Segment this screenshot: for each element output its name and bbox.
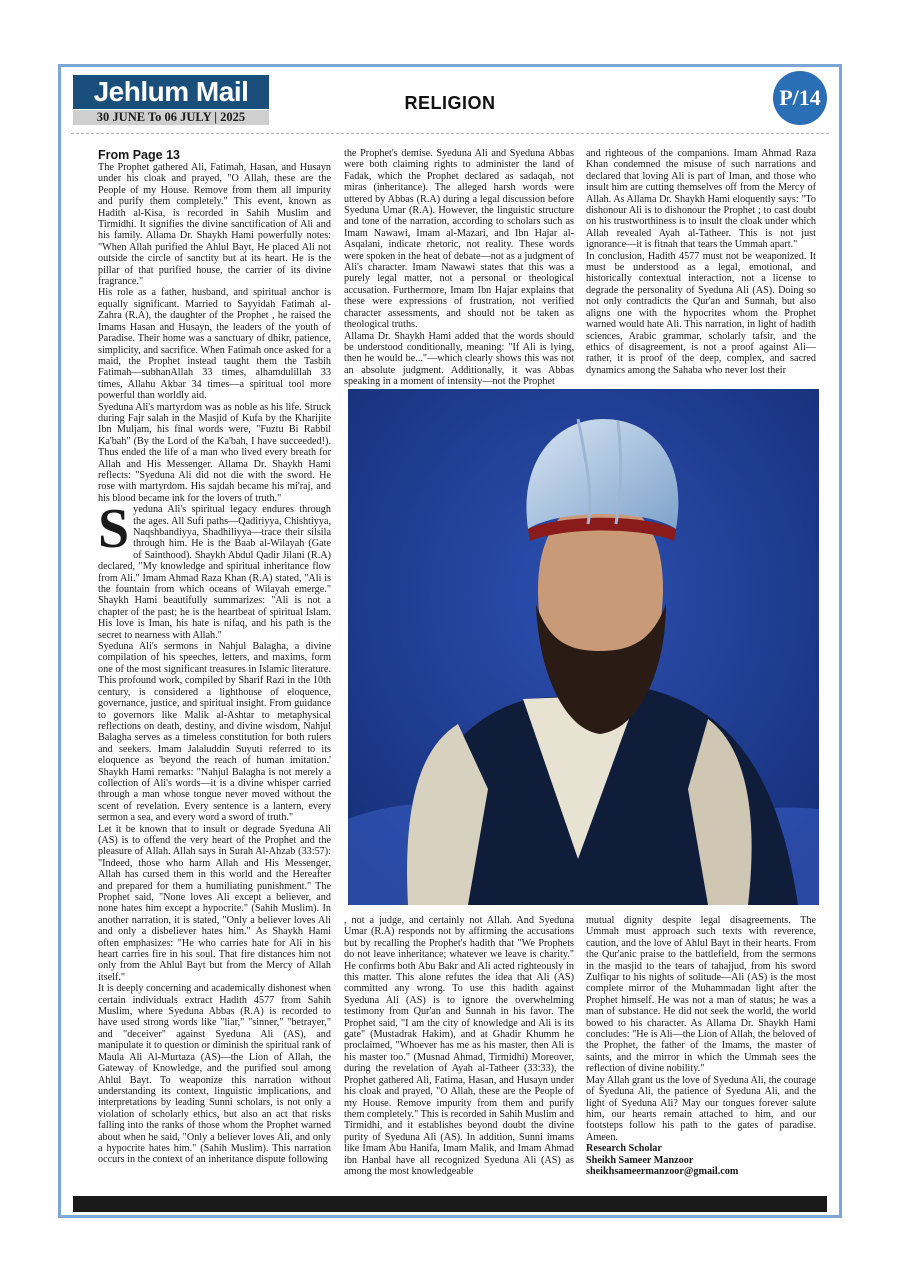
paragraph: Syeduna Ali's sermons in Nahjul Balagha, a divine compilation of his speeches, letters, and maxims, form one of the most significant treasures in Islamic literature. This profound work, compiled by Sharif Razi in the 10th century, is considered a lighthouse of eloquence, governance, justice, and spiritual insight. From guidance to governors like Malik al-Ashtar to metaphysical reflections on death, destiny, and divine wisdom, Nahjul Balagha serves as a timeless constitution for both rulers and seekers. Imam Jalaluddin Suyuti referred to its eloquence as 'beyond the reach of human imitation.' Shaykh Hami remarks: "Nahjul Balagha is not merely a collection of Ali's words—it is a divine whisper carried through a man whose tongue never moved without the scent of revelation. Every sentence is a lantern, every sermon a sea, and every word a sword of truth." bbox=[98, 641, 331, 824]
paragraph-with-dropcap bbox=[98, 498, 331, 641]
drop-cap: S bbox=[98, 498, 130, 561]
paragraph: Let it be known that to insult or degrade Syeduna Ali (AS) is to offend the very heart of the Prophet and the pleasure of Allah. Allah says in Surah Al-Ahzab (33:57): "Indeed, those who harm Allah and His Messenger, Allah has cursed them in this world and the Hereafter and prepared for them a humiliating punishment." The Prophet said, "None loves Ali except a believer, and none hates him except a hypocrite." (Sahih Muslim). In another narration, it is stated, "Only a believer loves Ali and only a disbeliever hates him." As Shaykh Hami often emphasizes: "He who carries hate for Ali in his heart carries fire in his soul. That fire distances him not only from the Ahlul Bayt but from the Mercy of Allah itself." bbox=[98, 823, 331, 983]
article-column-2-bottom bbox=[344, 915, 574, 1177]
newspaper-logo: Jehlum Mail bbox=[73, 75, 269, 109]
page-number-badge: P/14 bbox=[773, 71, 827, 125]
article-column-3-top bbox=[586, 148, 816, 376]
paragraph: In conclusion, Hadith 4577 must not be weaponized. It must be understood as a legal, emotional, and historically contextual interaction, not a license to degrade the personality of Syeduna Ali (AS). Doing so not only contradicts the Qur'an and Sunnah, but also aligns one with the hypocrites whom the Prophet warned would hate Ali. This narration, in light of hadith sciences, Arabic grammar, scholarly tafsir, and the ethics of disagreement, is not a proof against Ali—rather, it is proof of the deep, complex, and sacred dynamics among the Sahaba who never lost their bbox=[586, 250, 816, 376]
continued-from-label: From Page 13 bbox=[98, 148, 180, 162]
paragraph: The Prophet gathered Ali, Fatimah, Hasan, and Husayn under his cloak and prayed, "O Allah, these are the People of my House. Remove from them all impurity and purify them completely." This event, known as Hadith al-Kisa, is recorded in Sahih Muslim and Tirmidhi. It signifies the divine sanctification of Ali and his family. Allama Dr. Shaykh Hami powerfully notes: "When Allah purified the Ahlul Bayt, He placed Ali not outside the circle of sanctity but at its heart. He is the pillar of that purified house, the carrier of its divine fragrance." bbox=[98, 162, 331, 288]
newspaper-page bbox=[58, 64, 842, 1218]
paragraph: , not a judge, and certainly not Allah. And Syeduna Umar (R.A) responds not by affirming the accusations but by recalling the Prophet's hadith that "We Prophets do not leave inheritance; whatever we leave is charity." He confirms both Abu Bakr and Ali acted righteously in this matter. This alone refutes the idea that Ali (AS) committed any wrong. To use this hadith against Syeduna Ali (AS) is to ignore the overwhelming testimony from Qur'an and Sunnah in his favor. The Prophet said, "I am the city of knowledge and Ali is its gate" (Mustadrak Hakim), and at Ghadir Khumm he proclaimed, "Whoever has me as his master, then Ali is his master too." (Musnad Ahmad, Tirmidhi) Moreover, during the revelation of Ayah al-Tatheer (33:33), the Prophet gathered Ali, Fatima, Hasan, and Husayn under his cloak and prayed, "O Allah, these are the People of my House. Remove impurity from them and purify them completely." This is recorded in Sahih Muslim and Tirmidhi, and it establishes beyond doubt the divine purity of Syeduna Ali (AS). In addition, Sunni imams like Imam Abu Hanifa, Imam Malik, and Imam Ahmad ibn Hanbal have all recognized Syeduna Ali (AS) as among the most knowledgeable bbox=[344, 915, 574, 1177]
paragraph: His role as a father, husband, and spiritual anchor is equally significant. Married to Sayyidah Fatimah al-Zahra (R.A), the daughter of the Prophet , he raised the Imams Hasan and Husayn, the leaders of the youth of Paradise. Their home was a sanctuary of dhikr, patience, simplicity, and sacrifice. When Fatimah once asked for a maid, the Prophet instead taught them the Tasbih Fatimah—subhanAllah 33 times, alhamdulillah 33 times, Allahu Akbar 34 times—a spiritual tool more powerful than worldly aid. bbox=[98, 287, 331, 402]
paragraph: Allama Dr. Shaykh Hami added that the words should be understood conditionally, meaning: "If Ali is lying, then he would be..."—which clearly shows this was not an absolute judgment. Additionally, it was Abbas speaking in a moment of intensity—not the Prophet bbox=[344, 330, 574, 388]
article-column-2-top bbox=[344, 148, 574, 388]
paragraph: and righteous of the companions. Imam Ahmad Raza Khan condemned the misuse of such narrations and declared that loving Ali is part of Iman, and those who insult him are cutting themselves off from the Mercy of Allah. As Allama Dr. Shaykh Hami eloquently says: "To dishonour Ali is to dishonour the Prophet ; to cast doubt on his trustworthiness is to insult the cloak under which Allah revealed Ayah al-Tatheer. This is not just ignorance—it is fitnah that tears the Ummah apart." bbox=[586, 148, 816, 251]
paragraph: It is deeply concerning and academically dishonest when certain individuals extract Hadith 4577 from Sahih Muslim, where Syeduna Abbas (R.A) is recorded to have used strong words like "liar," "sinner," "betrayer," and "deceiver" against Syeduna Ali (AS), and manipulate it to question or diminish the spiritual rank of Maula Ali Al-Murtaza (AS)—the Lion of Allah, the Gateway of Knowledge, and the purified soul among Ahlul Bayt. To weaponize this narration without understanding its context, linguistic implications, and interpretations by leading Sunni scholars, is not only a violation of scholarly ethics, but also an act that risks falling into the ranks of those whom the Prophet warned about when he said, "Only a believer loves Ali, and only a hypocrite hates him." (Sahih Muslim). This narration occurs in the context of an inheritance dispute following bbox=[98, 983, 331, 1166]
section-title: RELIGION bbox=[404, 93, 496, 113]
footer-bar bbox=[73, 1196, 827, 1212]
scholar-portrait-photo bbox=[348, 389, 819, 905]
paragraph: Syeduna Ali's martyrdom was as noble as his life. Struck during Fajr salah in the Masjid of Kufa by the Kharijite Ibn Muljam, his final words were, "Fuztu Bi Rabbil Ka'bah" (By the Lord of the Ka'bah, I have succeeded!). Thus ended the life of a man who lived every breath for Allah and His Messenger. Allama Dr. Shaykh Hami reflects: "Syeduna Ali did not die with the sword. He rose with martyrdom. His sajdah became his mi'raj, and his blood became ink for the lovers of truth." bbox=[98, 401, 331, 504]
issue-date: 30 JUNE To 06 JULY | 2025 bbox=[73, 110, 269, 125]
paragraph: the Prophet's demise. Syeduna Ali and Syeduna Abbas were both claiming rights to administer the land of Fadak, which the Prophet declared as sadaqah, not miras (inheritance). The alleged harsh words were uttered by Abbas (R.A) during a legal discussion before Syeduna Umar (R.A). However, the linguistic structure and tone of the narration, according to scholars such as Imam Nawawi, Imam al-Mazari, and Ibn Hajar al-Asqalani, indicate rhetoric, not reality. These words were spoken in the heat of debate—not as a judgment of Ali's character. Imam Nawawi states that this was a purely legal matter, not a personal or theological accusation. Furthermore, Imam Ibn Hajar explains that these were expressions of frustration, not verified character assessments, and should not be taken as theological truths. bbox=[344, 148, 574, 331]
paragraph: May Allah grant us the love of Syeduna Ali, the courage of Syeduna Ali, the patience of Syeduna Ali, and the light of Syeduna Ali? May our tongues forever salute him, our hearts remain attached to him, and our footsteps follow his path to the gates of paradise. Ameen. bbox=[586, 1074, 816, 1143]
byline-name: Sheikh Sameer Manzoor bbox=[586, 1154, 694, 1166]
header-divider bbox=[71, 133, 829, 134]
paragraph-text: yeduna Ali's spiritual legacy endures through the ages. All Sufi paths—Qadiriyya, Chishtiyya, Naqshbandiyya, Shadhiliyya—trace their silsila through him. He is the Baab al-Wilayah (Gate of Sainthood). Shaykh Abdul Qadir Jilani (R.A) declared, "My knowledge and spiritual inheritance flow from Ali." Imam Ahmad Raza Khan (R.A) stated, "Ali is the fountain from which oceans of Wilayah emerge." Shaykh Hami beautifully summarizes: "Ali is not a chapter of the past; he is the heartbeat of spiritual Islam. His love is Iman, his hate is nifaq, and his path is the secret to nearness with Allah." bbox=[98, 504, 331, 641]
paragraph: mutual dignity despite legal disagreements. The Ummah must approach such texts with reverence, caution, and the love of Ahlul Bayt in their hearts. From the Qur'anic praise to the battlefield, from the sermons in the masjid to the tears of tahajjud, from his sword Zulfiqar to his nights of solitude—Ali (AS) is the most complete mirror of the Muhammadan light after the Prophet himself. He was not a man of status; he was a man of substance. He did not seek the world, the world bowed to his character. As Allama Dr. Shaykh Hami concludes: "He is Ali—the Lion of Allah, the beloved of the Prophet, the father of the Imams, the master of saints, and the mirror in which the Ummah sees the reflection of divine nobility." bbox=[586, 915, 816, 1075]
article-column-3-bottom bbox=[586, 915, 816, 1177]
portrait-illustration bbox=[348, 389, 819, 905]
byline-email: sheikhsameermanzoor@gmail.com bbox=[586, 1165, 739, 1177]
byline-role: Research Scholar bbox=[586, 1143, 662, 1155]
article-column-1 bbox=[98, 148, 331, 1166]
